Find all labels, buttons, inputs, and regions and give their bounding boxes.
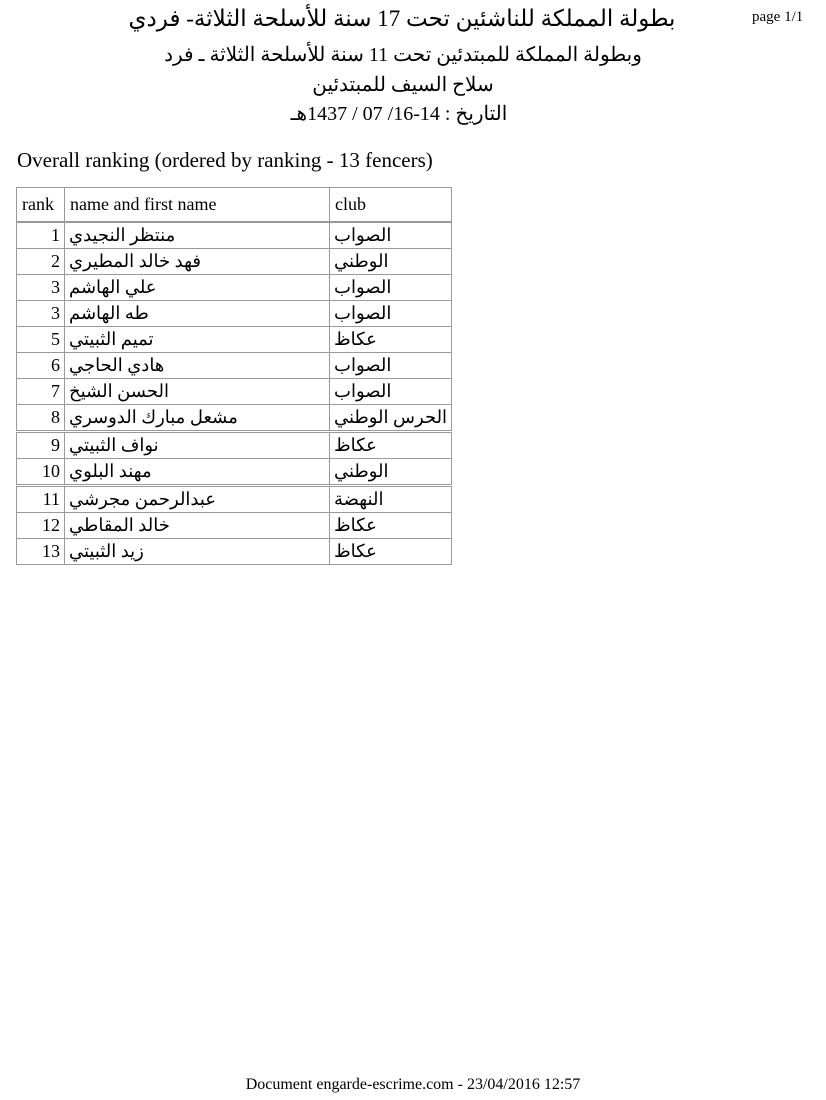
- name-text: طه الهاشم: [69, 303, 149, 323]
- name-text: فهد خالد المطيري: [69, 251, 202, 271]
- name-cell: [65, 539, 330, 565]
- name-cell: [65, 405, 330, 432]
- table-row: [17, 513, 452, 539]
- club-cell: [330, 513, 452, 539]
- club-text: الصواب: [334, 277, 392, 297]
- page-number: page 1/1: [752, 9, 804, 25]
- table-row: [17, 249, 452, 275]
- club-text: الوطني: [334, 251, 389, 271]
- column-header-name: name and first name: [65, 188, 330, 223]
- table-row: [17, 327, 452, 353]
- table-row: [17, 275, 452, 301]
- club-cell: [330, 486, 452, 513]
- club-text: الصواب: [334, 381, 392, 401]
- club-text: عكاظ: [334, 515, 377, 535]
- rank-cell: 7: [17, 379, 65, 405]
- club-cell: [330, 249, 452, 275]
- rank-cell: 11: [17, 486, 65, 513]
- rank-cell: 3: [17, 275, 65, 301]
- header-title-main: بطولة المملكة للناشئين تحت 17 سنة للأسلحة الثلاثة- فردي: [128, 6, 676, 31]
- name-cell: [65, 353, 330, 379]
- rank-cell: 12: [17, 513, 65, 539]
- rank-cell: 10: [17, 459, 65, 486]
- header-title-sub: وبطولة المملكة للمبتدئين تحت 11 سنة للأسلحة الثلاثة ـ فرد: [164, 44, 642, 66]
- club-cell: [330, 539, 452, 565]
- rank-cell: 9: [17, 432, 65, 459]
- club-text: الحرس الوطني: [334, 407, 448, 427]
- name-cell: [65, 301, 330, 327]
- table-row: [17, 222, 452, 249]
- name-cell: [65, 327, 330, 353]
- club-cell: [330, 327, 452, 353]
- club-text: الصواب: [334, 303, 392, 323]
- table-header-row: [17, 188, 452, 223]
- table-row: [17, 539, 452, 565]
- club-cell: [330, 432, 452, 459]
- club-cell: [330, 301, 452, 327]
- name-text: زيد الثبيتي: [69, 541, 144, 561]
- rank-cell: 5: [17, 327, 65, 353]
- name-cell: [65, 459, 330, 486]
- name-cell: [65, 222, 330, 249]
- ranking-table: [16, 187, 452, 565]
- name-cell: [65, 275, 330, 301]
- name-text: منتظر النجيدي: [69, 225, 176, 245]
- table-row: [17, 459, 452, 486]
- rank-cell: 3: [17, 301, 65, 327]
- name-cell: [65, 379, 330, 405]
- club-text: الصواب: [334, 225, 392, 245]
- rank-cell: 6: [17, 353, 65, 379]
- name-cell: [65, 249, 330, 275]
- club-cell: [330, 379, 452, 405]
- header-date: التاريخ : 14-16/ 07 / 1437هـ: [290, 103, 508, 125]
- name-text: علي الهاشم: [69, 277, 157, 297]
- name-cell: [65, 513, 330, 539]
- club-cell: [330, 275, 452, 301]
- name-cell: [65, 486, 330, 513]
- table-row: [17, 301, 452, 327]
- ranking-title: Overall ranking (ordered by ranking - 13 fencers): [17, 148, 433, 172]
- club-cell: [330, 222, 452, 249]
- name-text: مشعل مبارك الدوسري: [69, 407, 238, 427]
- club-text: عكاظ: [334, 541, 377, 561]
- club-text: عكاظ: [334, 329, 377, 349]
- club-cell: [330, 405, 452, 432]
- club-text: الوطني: [334, 461, 389, 481]
- rank-cell: 13: [17, 539, 65, 565]
- club-text: الصواب: [334, 355, 392, 375]
- column-header-rank: rank: [17, 188, 65, 223]
- column-header-club: club: [330, 188, 452, 223]
- rank-cell: 1: [17, 222, 65, 249]
- club-cell: [330, 353, 452, 379]
- name-text: عبدالرحمن مجرشي: [69, 489, 217, 509]
- table-row: [17, 353, 452, 379]
- name-text: مهند البلوي: [69, 461, 152, 481]
- club-cell: [330, 459, 452, 486]
- name-text: خالد المقاطي: [69, 515, 170, 535]
- table-row: [17, 486, 452, 513]
- ranking-rows: [17, 222, 452, 565]
- rank-cell: 8: [17, 405, 65, 432]
- club-text: عكاظ: [334, 435, 377, 455]
- table-row: [17, 432, 452, 459]
- table-row: [17, 379, 452, 405]
- name-text: نواف الثبيتي: [69, 435, 159, 455]
- document-footer: Document engarde-escrime.com - 23/04/2016 12:57: [245, 1076, 581, 1093]
- name-text: هادي الحاجي: [69, 355, 165, 375]
- name-text: تميم الثبيتي: [69, 329, 154, 349]
- header-weapon: سلاح السيف للمبتدئين: [312, 74, 494, 96]
- name-text: الحسن الشيخ: [69, 381, 169, 401]
- table-row: [17, 405, 452, 432]
- name-cell: [65, 432, 330, 459]
- club-text: النهضة: [334, 489, 384, 509]
- rank-cell: 2: [17, 249, 65, 275]
